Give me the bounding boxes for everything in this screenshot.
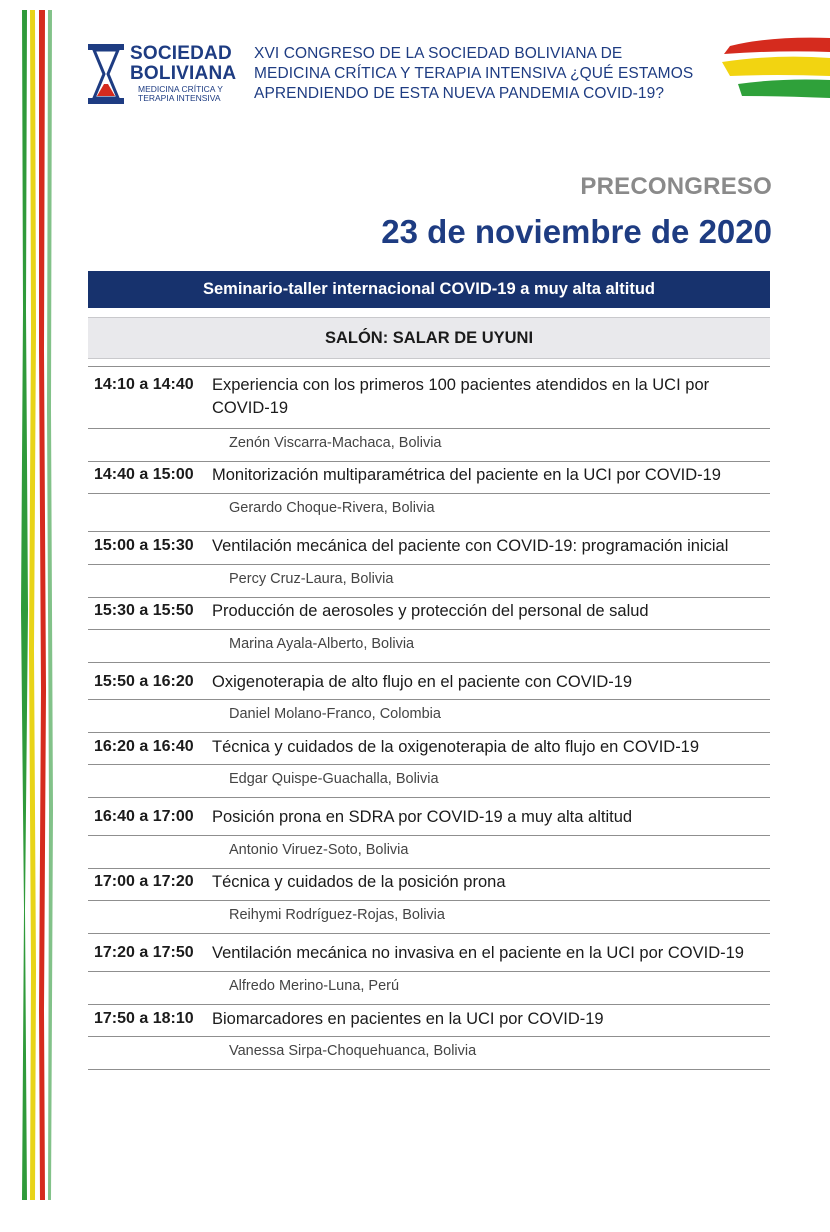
speaker-name: Percy Cruz-Laura, Bolivia [229,571,394,587]
divider [88,797,770,798]
schedule-time: 16:20 a 16:40 [94,738,194,755]
divider [88,732,770,733]
talk-title: Ventilación mecánica no invasiva en el paciente en la UCI por COVID-19 [212,944,744,962]
seminar-title-bar: Seminario-taller internacional COVID-19 a muy alta altitud [88,271,770,308]
logo-subtitle-2: TERAPIA INTENSIVA [138,93,221,103]
logo-word-2: BOLIVIANA [130,63,237,84]
divider [88,900,770,901]
divider [88,428,770,429]
talk-title: Ventilación mecánica del paciente con COVID-19: programación inicial [212,537,729,555]
talk-title: Técnica y cuidados de la oxigenoterapia de alto flujo en COVID-19 [212,738,700,756]
flag-brush-decoration [720,30,830,105]
talk-title: Experiencia con los primeros 100 pacientes atendidos en la UCI por COVID-19 [212,376,710,417]
speaker-name: Marina Ayala-Alberto, Bolivia [229,636,415,652]
room-bar: SALÓN: SALAR DE UYUNI [88,317,770,359]
divider [88,493,770,494]
schedule-time: 14:10 a 14:40 [94,376,194,393]
event-type-heading: PRECONGRESO [580,173,772,200]
schedule-time: 17:20 a 17:50 [94,944,194,961]
talk-title: Producción de aerosoles y protección del personal de salud [212,602,649,620]
speaker-name: Reihymi Rodríguez-Rojas, Bolivia [229,907,445,923]
divider [88,461,770,462]
speaker-name: Vanessa Sirpa-Choquehuanca, Bolivia [229,1043,477,1059]
logo-word-1: SOCIEDAD [130,43,232,64]
talk-title: Monitorización multiparamétrica del paciente en la UCI por COVID-19 [212,466,721,484]
schedule-time: 15:50 a 16:20 [94,673,194,690]
talk-title: Oxigenoterapia de alto flujo en el paciente con COVID-19 [212,673,633,691]
divider [88,1036,770,1037]
divider [88,933,770,934]
schedule-time: 15:00 a 15:30 [94,537,194,554]
schedule-time: 16:40 a 17:00 [94,808,194,825]
divider [88,662,770,663]
talk-title: Posición prona en SDRA por COVID-19 a muy alta altitud [212,808,633,826]
divider [88,699,770,700]
divider [88,531,770,532]
schedule-time: 15:30 a 15:50 [94,602,194,619]
divider [88,835,770,836]
logo-subtitle-1: MEDICINA CRÍTICA Y [138,84,223,94]
flag-stripes-decoration [18,10,58,1200]
divider [88,764,770,765]
congress-title [254,44,724,104]
divider [88,868,770,869]
congress-title-line-2: MEDICINA CRÍTICA Y TERAPIA INTENSIVA ¿QUÉ ESTAMOS [254,65,694,82]
schedule-time: 14:40 a 15:00 [94,466,194,483]
talk-title: Técnica y cuidados de la posición prona [212,873,506,891]
divider [88,366,770,367]
speaker-name: Gerardo Choque-Rivera, Bolivia [229,500,435,516]
divider [88,1004,770,1005]
hourglass-icon [86,42,126,106]
speaker-name: Zenón Viscarra-Machaca, Bolivia [229,435,442,451]
divider [88,597,770,598]
divider [88,1069,770,1070]
divider [88,971,770,972]
speaker-name: Edgar Quispe-Guachalla, Bolivia [229,771,439,787]
speaker-name: Daniel Molano-Franco, Colombia [229,706,441,722]
congress-title-line-3: APRENDIENDO DE ESTA NUEVA PANDEMIA COVID-19? [254,85,665,102]
schedule-time: 17:50 a 18:10 [94,1010,194,1027]
speaker-name: Antonio Viruez-Soto, Bolivia [229,842,409,858]
divider [88,629,770,630]
schedule-time: 17:00 a 17:20 [94,873,194,890]
congress-title-line-1: XVI CONGRESO DE LA SOCIEDAD BOLIVIANA DE [254,45,623,62]
society-logo [86,42,246,106]
speaker-name: Alfredo Merino-Luna, Perú [229,978,400,994]
event-date-heading: 23 de noviembre de 2020 [381,213,772,250]
talk-title: Biomarcadores en pacientes en la UCI por COVID-19 [212,1010,604,1028]
divider [88,564,770,565]
